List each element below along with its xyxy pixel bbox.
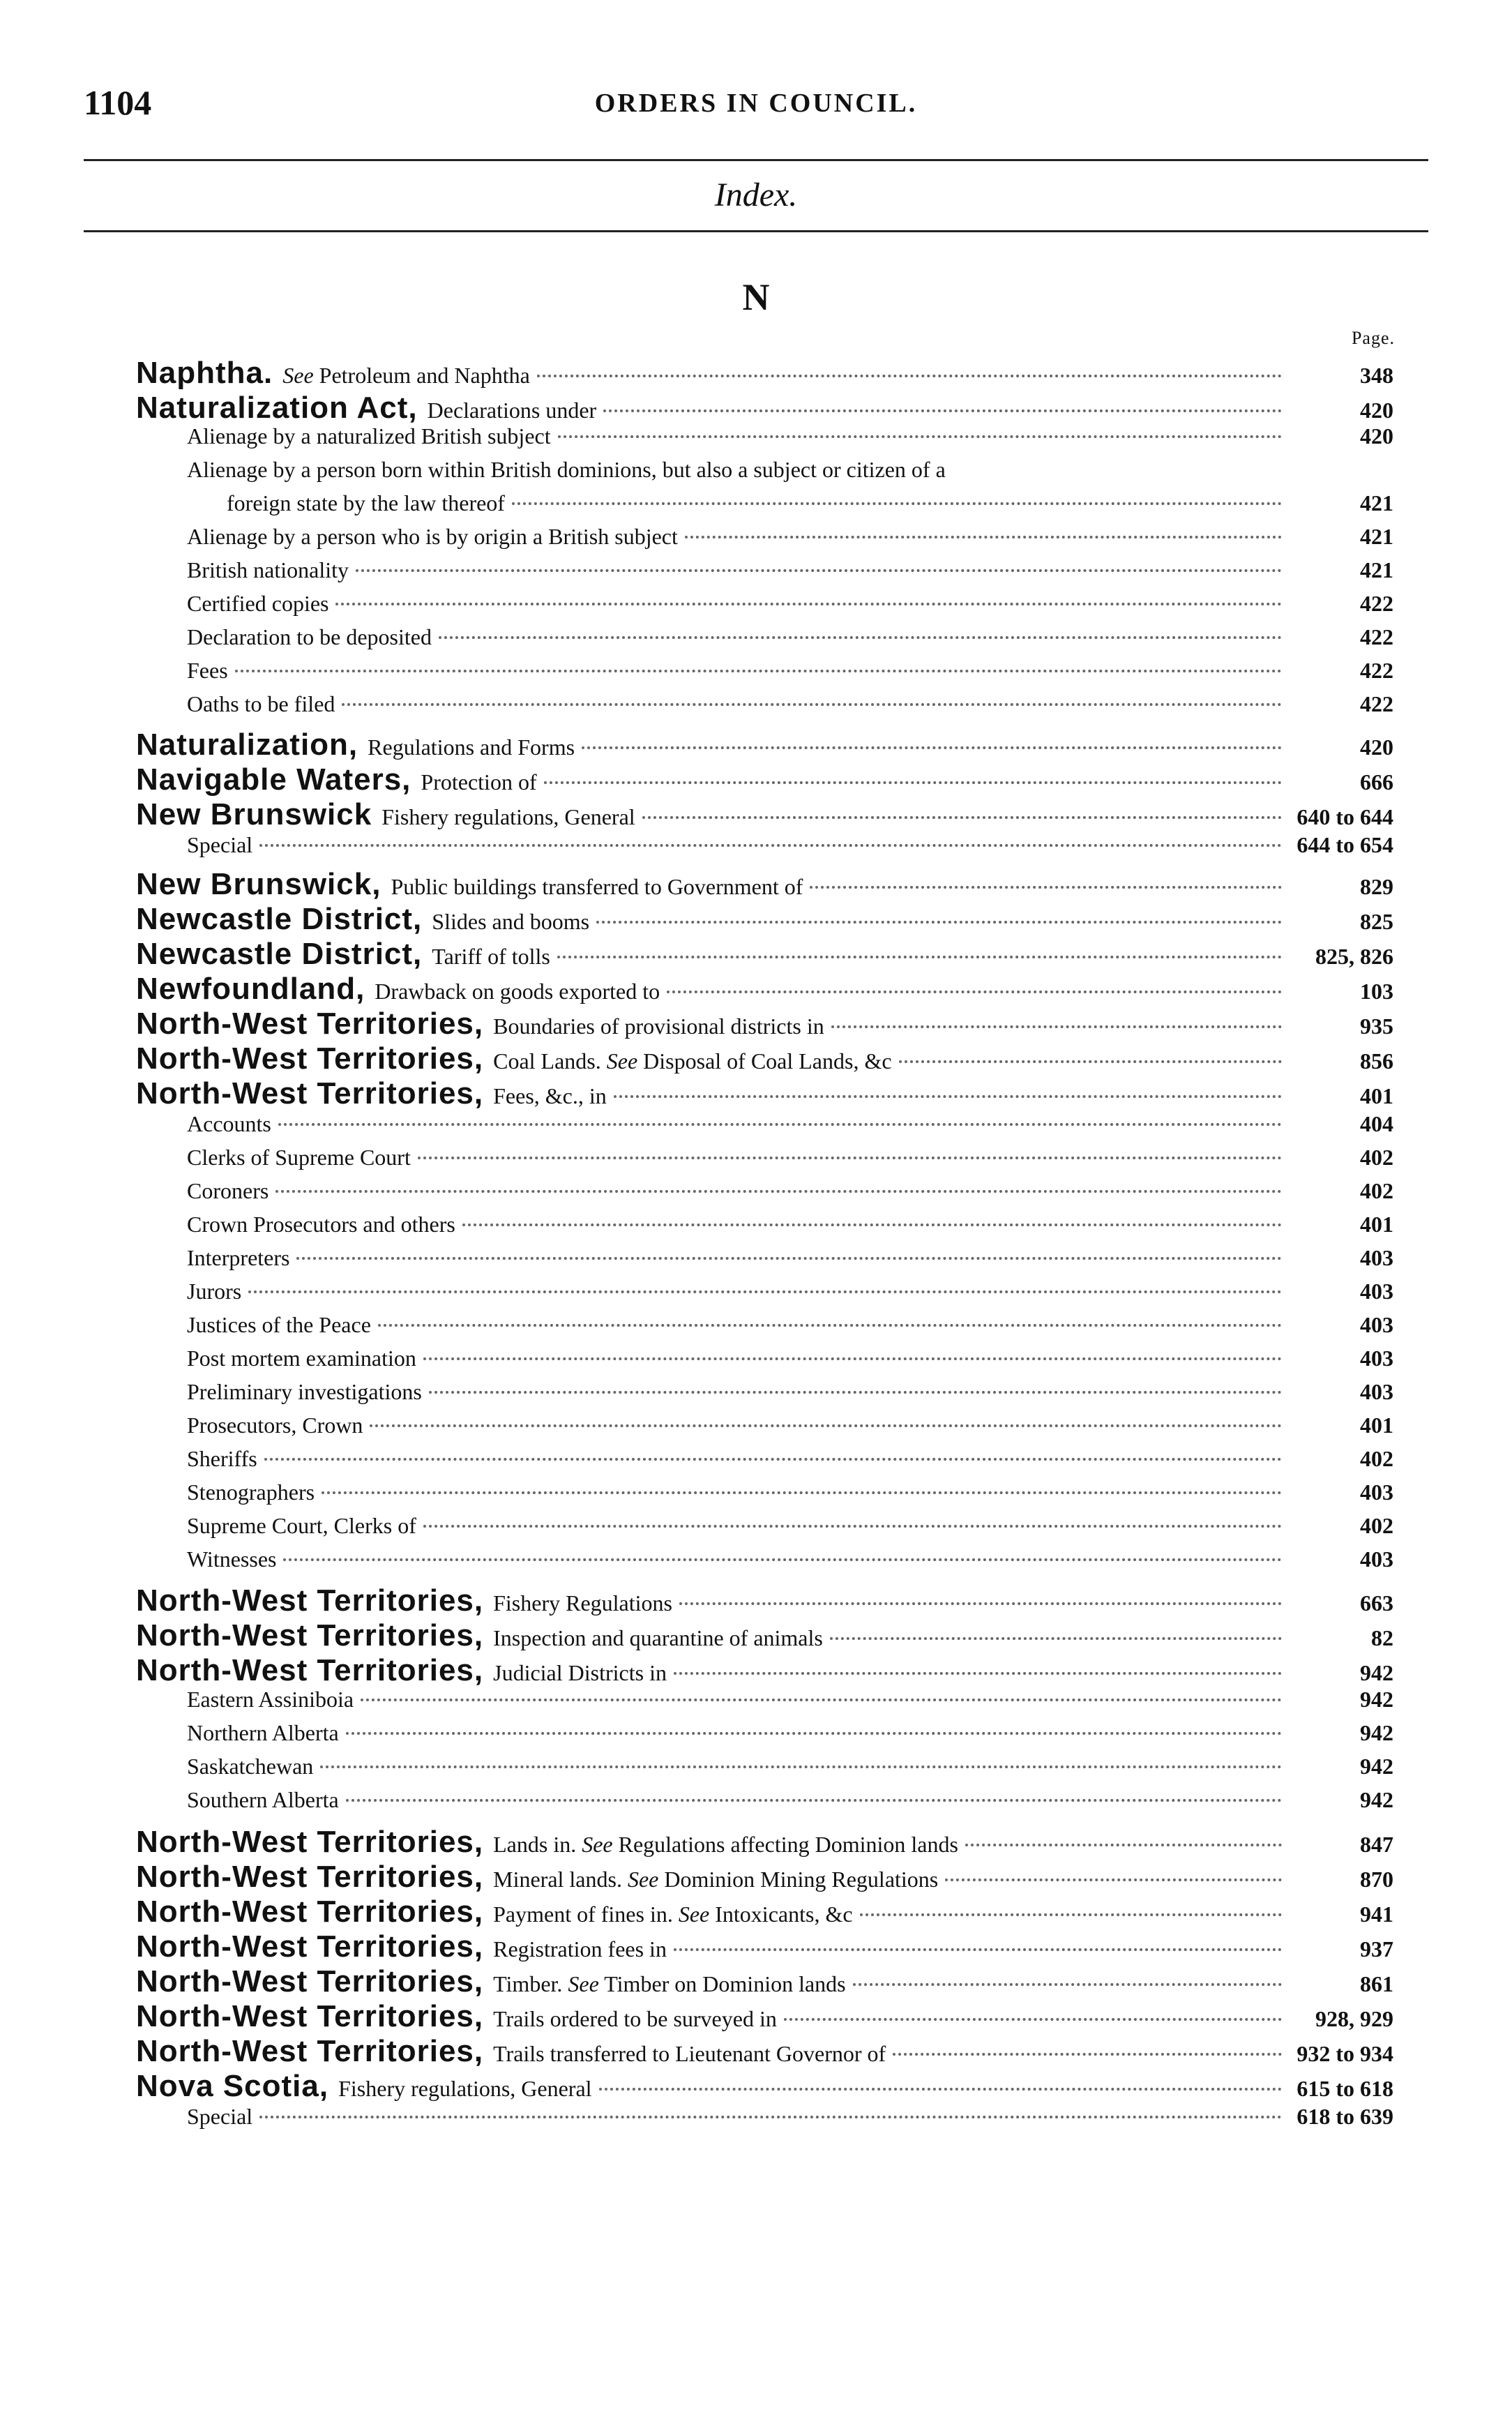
entry-subject: Fees, &c., in — [493, 1083, 607, 1108]
entry-subject: Slides and booms — [432, 909, 590, 934]
page-reference: 666 — [1360, 769, 1393, 795]
dot-leader — [642, 816, 1282, 819]
page-reference: 937 — [1360, 1936, 1393, 1962]
entry-text — [493, 1590, 672, 1616]
dot-leader — [674, 1672, 1282, 1675]
page-reference: 615 to 618 — [1296, 2076, 1393, 2101]
entry-subheading: Special — [187, 832, 253, 857]
page-reference: 401 — [1360, 1212, 1393, 1237]
index-entry — [187, 832, 1393, 866]
dot-leader — [685, 536, 1282, 539]
entry-text — [368, 735, 575, 760]
page-reference: 847 — [1360, 1832, 1393, 1857]
index-entry — [187, 1212, 1393, 1245]
entry-subheading: Crown Prosecutors and others — [187, 1212, 455, 1237]
page-reference: 422 — [1360, 624, 1393, 649]
entry-subject: Fishery Regulations — [493, 1590, 672, 1616]
page-reference: 82 — [1371, 1625, 1393, 1650]
dot-leader — [356, 569, 1282, 572]
entry-text — [493, 1867, 938, 1892]
dot-leader — [429, 1391, 1282, 1394]
entry-subheading: Sheriffs — [187, 1446, 257, 1471]
dot-leader — [248, 1290, 1282, 1293]
entry-subheading: Certified copies — [187, 591, 329, 616]
entry-subject: Petroleum and Naphtha — [313, 363, 530, 388]
page-reference: 942 — [1360, 1787, 1393, 1812]
dot-leader — [537, 375, 1282, 377]
index-entry — [187, 1145, 1393, 1178]
index-entry — [136, 1007, 1393, 1046]
entry-subheading: Fees — [187, 658, 228, 683]
dot-leader — [830, 1637, 1282, 1640]
entry-subheading: Prosecutors, Crown — [187, 1413, 363, 1438]
index-entry — [136, 937, 1393, 976]
page-reference: 942 — [1360, 1660, 1393, 1685]
entry-text — [493, 2006, 777, 2032]
entry-heading: North-West Territories, — [136, 2034, 484, 2068]
dot-leader — [945, 1878, 1282, 1881]
entry-text — [428, 398, 597, 423]
page-reference: 421 — [1360, 524, 1393, 549]
dot-leader — [603, 409, 1282, 412]
page-reference: 942 — [1360, 1754, 1393, 1779]
dot-leader — [275, 1190, 1282, 1193]
index-entry — [187, 1720, 1393, 1754]
dot-leader — [322, 1491, 1282, 1494]
page-reference: 422 — [1360, 691, 1393, 716]
entry-subheading: Supreme Court, Clerks of — [187, 1513, 416, 1538]
running-title: ORDERS IN COUNCIL. — [594, 89, 918, 118]
page-reference: 861 — [1360, 1971, 1393, 1996]
dot-leader — [278, 1123, 1282, 1126]
page-reference: 403 — [1360, 1546, 1393, 1572]
page-reference: 420 — [1360, 735, 1393, 760]
page-number: 1104 — [84, 83, 152, 122]
entry-heading: New Brunswick — [136, 797, 372, 831]
entry-subheading: Post mortem examination — [187, 1346, 416, 1371]
see-reference: See — [568, 1971, 599, 1996]
entry-subheading: Declaration to be deposited — [187, 624, 432, 649]
entry-heading: Newcastle District, — [136, 902, 423, 936]
entry-heading: North-West Territories, — [136, 1929, 484, 1964]
entry-subject-ref: Regulations affecting Dominion lands — [612, 1832, 958, 1857]
see-reference: See — [678, 1902, 710, 1927]
dot-leader — [259, 2116, 1282, 2118]
page-reference: 401 — [1360, 1413, 1393, 1438]
index-entry — [136, 728, 1393, 767]
index-entry — [187, 1379, 1393, 1413]
entry-subject-ref: Dominion Mining Regulations — [658, 1867, 939, 1892]
index-entry — [187, 1346, 1393, 1379]
index-entry — [136, 762, 1393, 801]
page-reference: 870 — [1360, 1867, 1393, 1892]
entry-subject: Drawback on goods exported to — [375, 979, 660, 1004]
section-letter: N — [742, 276, 770, 318]
page-reference: 403 — [1360, 1346, 1393, 1371]
section-title: Index. — [714, 176, 798, 213]
index-entry — [136, 2034, 1393, 2073]
index-entry — [187, 1754, 1393, 1787]
dot-leader — [264, 1458, 1282, 1461]
entry-heading: Naturalization, — [136, 728, 358, 762]
dot-leader — [418, 1157, 1282, 1159]
page-reference: 941 — [1360, 1902, 1393, 1927]
entry-text — [493, 1014, 824, 1039]
entry-subject: Tariff of tolls — [432, 944, 550, 969]
dot-leader — [378, 1324, 1282, 1327]
dot-leader — [810, 886, 1282, 889]
index-entry — [187, 591, 1393, 624]
entry-heading: North-West Territories, — [136, 1041, 484, 1076]
dot-leader — [335, 603, 1282, 605]
page-reference: 404 — [1360, 1111, 1393, 1136]
index-entry — [187, 1111, 1393, 1145]
index-entry — [136, 1825, 1393, 1864]
page-reference: 663 — [1360, 1590, 1393, 1616]
entry-text — [493, 1902, 852, 1927]
entry-subheading: Alienage by a person who is by origin a British subject — [187, 524, 678, 549]
entry-text — [282, 363, 530, 389]
dot-leader — [679, 1602, 1282, 1605]
entry-text — [493, 1660, 667, 1686]
entry-text — [338, 2076, 591, 2102]
page-reference: 932 to 934 — [1296, 2041, 1393, 2066]
entry-subheading: Stenographers — [187, 1479, 315, 1505]
page-reference: 422 — [1360, 591, 1393, 616]
index-entry — [187, 1446, 1393, 1479]
dot-leader — [599, 2088, 1282, 2091]
entry-subject: Registration fees in — [493, 1936, 667, 1962]
index-entry — [187, 457, 1393, 490]
page-reference: 942 — [1360, 1720, 1393, 1745]
page-reference: 640 to 644 — [1296, 804, 1393, 829]
page-reference: 420 — [1360, 423, 1393, 449]
entry-heading: Nova Scotia, — [136, 2069, 329, 2103]
entry-subheading: Accounts — [187, 1111, 271, 1136]
entry-heading: North-West Territories, — [136, 1860, 484, 1894]
entry-subject: Judicial Districts in — [493, 1660, 667, 1685]
entry-text — [493, 1048, 891, 1074]
index-entry — [136, 1929, 1393, 1968]
entry-heading: North-West Territories, — [136, 1825, 484, 1859]
entry-subheading: Interpreters — [187, 1245, 290, 1270]
page-reference: 825 — [1360, 909, 1393, 934]
index-entry — [136, 902, 1393, 941]
index-entry — [187, 1513, 1393, 1546]
index-entry — [187, 1479, 1393, 1513]
entry-subheading: Preliminary investigations — [187, 1379, 422, 1404]
index-entry — [187, 624, 1393, 658]
index-entry — [136, 1860, 1393, 1899]
entry-subject: Mineral lands. — [493, 1867, 622, 1892]
index-entry — [187, 691, 1393, 725]
entry-subheading: Southern Alberta — [187, 1787, 339, 1812]
entry-subject: Protection of — [421, 769, 537, 795]
entry-text — [493, 1083, 607, 1109]
dot-leader — [667, 991, 1282, 993]
index-entry — [136, 1999, 1393, 2038]
dot-leader — [512, 502, 1282, 505]
entry-text — [493, 1971, 846, 1997]
page-reference: 942 — [1360, 1687, 1393, 1712]
index-entry — [187, 557, 1393, 591]
index-entry — [136, 1895, 1393, 1934]
dot-leader — [361, 1699, 1282, 1701]
page-reference: 856 — [1360, 1048, 1393, 1074]
entry-text — [391, 874, 803, 900]
entry-text — [493, 1936, 667, 1962]
page-reference: 825, 826 — [1315, 944, 1393, 969]
dot-leader — [557, 956, 1282, 958]
entry-subject-ref: Intoxicants, &c — [709, 1902, 853, 1927]
dot-leader — [320, 1765, 1282, 1768]
entry-subheading: Eastern Assiniboia — [187, 1687, 354, 1712]
index-entry — [136, 1964, 1393, 2003]
entry-subheading: Oaths to be filed — [187, 691, 335, 716]
entry-subject: Payment of fines in. — [493, 1902, 673, 1927]
page-reference: 403 — [1360, 1279, 1393, 1304]
index-entry — [187, 1279, 1393, 1312]
entry-text — [375, 979, 660, 1004]
page-reference: 403 — [1360, 1379, 1393, 1404]
dot-leader — [296, 1257, 1282, 1260]
entry-heading: North-West Territories, — [136, 1076, 484, 1110]
page-reference: 618 to 639 — [1296, 2104, 1393, 2129]
dot-leader — [423, 1525, 1282, 1528]
index-entry — [187, 1787, 1393, 1821]
page-reference: 935 — [1360, 1014, 1393, 1039]
index-entry — [136, 1583, 1393, 1622]
dot-leader — [582, 746, 1282, 749]
entry-subheading: Jurors — [187, 1279, 242, 1304]
index-entry — [187, 1312, 1393, 1346]
entry-subheading: Alienage by a naturalized British subject — [187, 423, 551, 449]
entry-heading: North-West Territories, — [136, 1964, 484, 1998]
dot-leader — [558, 435, 1282, 438]
dot-leader — [346, 1799, 1282, 1802]
entry-subject: Boundaries of provisional districts in — [493, 1014, 824, 1039]
entry-heading: New Brunswick, — [136, 867, 381, 901]
dot-leader — [544, 781, 1282, 784]
entry-subject-ref: Timber on Dominion lands — [598, 1971, 846, 1996]
entry-heading: Newcastle District, — [136, 937, 423, 971]
entry-heading: Navigable Waters, — [136, 762, 411, 797]
entry-text — [421, 769, 536, 795]
index-entry — [136, 2069, 1393, 2108]
entry-heading: North-West Territories, — [136, 1583, 484, 1618]
index-entry — [136, 797, 1393, 836]
entry-subject: Fishery regulations, General — [381, 804, 635, 829]
page-column-label: Page. — [1351, 328, 1395, 348]
entry-heading: North-West Territories, — [136, 1007, 484, 1041]
entry-subheading: Saskatchewan — [187, 1754, 314, 1779]
entry-subheading: Coroners — [187, 1178, 269, 1203]
index-entry — [187, 423, 1393, 457]
page-reference: 420 — [1360, 398, 1393, 423]
index-entry — [136, 867, 1393, 906]
dot-leader — [899, 1060, 1282, 1063]
entry-subheading: Alienage by a person born within British dominions, but also a subject or citizen of a — [187, 457, 946, 482]
entry-heading: North-West Territories, — [136, 1618, 484, 1652]
page-reference: 403 — [1360, 1479, 1393, 1505]
page-reference: 403 — [1360, 1245, 1393, 1270]
entry-subheading: Special — [187, 2104, 253, 2129]
entry-text — [432, 909, 589, 935]
dot-leader — [423, 1357, 1282, 1360]
index-entry — [136, 1618, 1393, 1657]
entry-subject: Regulations and Forms — [368, 735, 575, 760]
dot-leader — [596, 921, 1282, 924]
entry-heading: North-West Territories, — [136, 1653, 484, 1687]
entry-subheading: Clerks of Supreme Court — [187, 1145, 411, 1170]
index-entry — [136, 1041, 1393, 1081]
dot-leader — [342, 703, 1282, 706]
entry-heading: Naphtha. — [136, 356, 273, 390]
index-entry — [136, 972, 1393, 1011]
dot-leader — [853, 1983, 1282, 1986]
index-entry — [187, 524, 1393, 557]
page-reference: 403 — [1360, 1312, 1393, 1337]
dot-leader — [784, 2018, 1282, 2021]
dot-leader — [370, 1424, 1282, 1427]
entry-subheading: foreign state by the law thereof — [227, 490, 505, 515]
index-entry — [136, 356, 1393, 395]
dot-leader — [346, 1732, 1282, 1735]
page-reference: 348 — [1360, 363, 1393, 388]
page-reference: 829 — [1360, 874, 1393, 899]
entry-subject: Trails ordered to be surveyed in — [493, 2006, 777, 2031]
page-reference: 422 — [1360, 658, 1393, 683]
index-entry — [187, 2104, 1393, 2137]
see-reference: See — [606, 1048, 638, 1074]
entry-subheading: Justices of the Peace — [187, 1312, 371, 1337]
dot-leader — [860, 1913, 1282, 1916]
dot-leader — [831, 1025, 1282, 1028]
entry-subject: Declarations under — [427, 398, 597, 423]
entry-heading: North-West Territories, — [136, 1895, 484, 1929]
entry-heading: North-West Territories, — [136, 1999, 484, 2033]
dot-leader — [259, 844, 1282, 847]
entry-subject: Timber. — [493, 1971, 563, 1996]
page-reference: 402 — [1360, 1178, 1393, 1203]
index-entry — [227, 490, 1393, 524]
page-reference: 644 to 654 — [1296, 832, 1393, 857]
entry-subject: Trails transferred to Lieutenant Governor of — [493, 2041, 886, 2066]
dot-leader — [235, 670, 1282, 672]
index-entry — [187, 1546, 1393, 1580]
dot-leader — [893, 2053, 1282, 2056]
page-reference: 401 — [1360, 1083, 1393, 1108]
page-reference: 402 — [1360, 1145, 1393, 1170]
entry-subheading: British nationality — [187, 557, 349, 582]
entry-text — [493, 1832, 958, 1858]
entry-subject: Fishery regulations, General — [338, 2076, 592, 2101]
page-reference: 421 — [1360, 490, 1393, 515]
entry-heading: Newfoundland, — [136, 972, 365, 1006]
page-reference: 928, 929 — [1315, 2006, 1393, 2031]
index-entry — [187, 1178, 1393, 1212]
index-entry — [187, 1413, 1393, 1446]
entry-heading: Naturalization Act, — [136, 391, 418, 425]
see-reference: See — [582, 1832, 613, 1857]
entry-subject: Public buildings transferred to Government of — [391, 874, 803, 899]
dot-leader — [674, 1948, 1282, 1951]
entry-subheading: Northern Alberta — [187, 1720, 339, 1745]
entry-subject: Inspection and quarantine of animals — [493, 1625, 823, 1650]
see-reference: See — [627, 1867, 659, 1892]
index-entry — [187, 658, 1393, 691]
entry-subject-ref: Disposal of Coal Lands, &c — [637, 1048, 892, 1074]
dot-leader — [614, 1095, 1282, 1098]
dot-leader — [462, 1223, 1282, 1226]
page-reference: 402 — [1360, 1446, 1393, 1471]
page-reference: 402 — [1360, 1513, 1393, 1538]
page-reference: 421 — [1360, 557, 1393, 582]
entry-subject: Coal Lands. — [493, 1048, 601, 1074]
dot-leader — [283, 1558, 1282, 1561]
entry-text — [493, 2041, 886, 2067]
index-entry — [136, 1076, 1393, 1115]
dot-leader — [965, 1844, 1282, 1846]
dot-leader — [439, 636, 1282, 639]
entry-subject: Lands in. — [493, 1832, 577, 1857]
see-reference: See — [282, 363, 314, 388]
entry-text — [381, 804, 635, 830]
page-reference: 103 — [1360, 979, 1393, 1004]
index-entry — [187, 1687, 1393, 1720]
entry-text — [432, 944, 550, 970]
index-entry — [187, 1245, 1393, 1279]
entry-text — [493, 1625, 823, 1651]
entry-subheading: Witnesses — [187, 1546, 277, 1572]
